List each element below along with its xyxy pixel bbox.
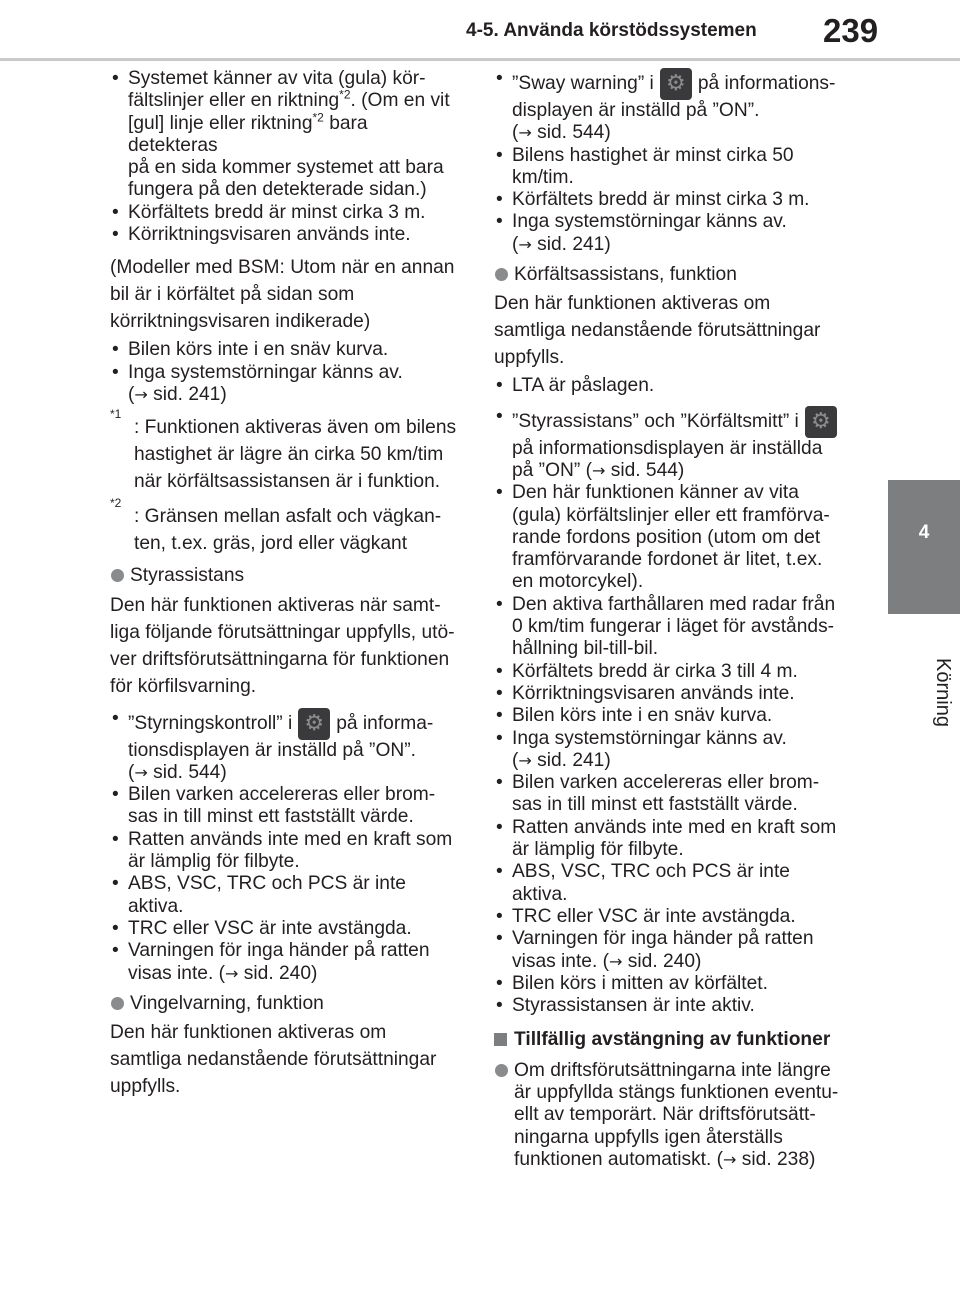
subheading: Vingelvarning, funktion xyxy=(110,993,462,1015)
arrow-icon: → xyxy=(134,384,148,404)
section-title: 4-5. Använda körstödssystemen xyxy=(466,20,757,41)
arrow-icon: → xyxy=(518,234,532,254)
list-item: • Den aktiva farthållaren med radar från 0 km/tim fungerar i läget för avstånds-hållning bil-till-bil. xyxy=(494,594,844,661)
arrow-icon: → xyxy=(518,123,532,143)
subheading: Körfältsassistans, funktion xyxy=(494,264,844,286)
list-item: • Styrassistansen är inte aktiv. xyxy=(494,995,844,1017)
left-column xyxy=(110,68,462,1100)
list-item: • ”Sway warning” i⚙ på informations- displayen är inställd på ”ON”. (→ sid. 544) xyxy=(494,68,844,145)
subheading: Styrassistans xyxy=(110,565,462,587)
settings-icon xyxy=(805,406,837,438)
list-item: • Ratten används inte med en kraft som är lämplig för filbyte. xyxy=(494,817,844,862)
footnote: *1 : Funktionen aktiveras även om bilens hastighet är lägre än cirka 50 km/tim när körfältsassistansen är i funktion. xyxy=(110,407,457,493)
arrow-icon: → xyxy=(134,762,148,782)
list-item: • Den här funktionen känner av vita (gula) körfältslinjer eller ett framförva-rande fordons position (utom om det framförvarande fordonet är litet, t.ex. en motorcykel). xyxy=(494,482,844,593)
right-column xyxy=(494,68,844,1171)
section-heading: Tillfällig avstängning av funktioner xyxy=(494,1029,844,1051)
list-item: • Bilen varken accelereras eller brom-sas in till minst ett fastställt värde. xyxy=(494,772,844,817)
settings-icon xyxy=(660,68,692,100)
list-item: • Bilen körs inte i en snäv kurva. xyxy=(494,705,844,727)
list-item: • Systemet känner av vita (gula) kör- fältslinjer eller en riktning$^{*2}$. (Om en vit [gul] linje eller riktning$^{*2}$ bara detekteras på en sida kommer systemet att bara fungera på den detekterade sidan.) xyxy=(110,68,462,202)
arrow-icon: → xyxy=(723,1149,737,1169)
list-item: • Inga systemstörningar känns av. (→ sid. 241) xyxy=(494,728,844,773)
list-item: • Bilen körs i mitten av körfältet. xyxy=(494,973,844,995)
page-header xyxy=(0,0,960,62)
list-item: • Bilen körs inte i en snäv kurva. xyxy=(110,339,462,361)
list-item: • Inga systemstörningar känns av. (→ sid. 241) xyxy=(494,211,844,256)
arrow-icon: → xyxy=(518,750,532,770)
footnote: *2 : Gränsen mellan asfalt och vägkan-ten, t.ex. gräs, jord eller vägkant xyxy=(110,496,442,555)
settings-icon xyxy=(298,708,330,740)
header-divider xyxy=(0,58,960,61)
arrow-icon: → xyxy=(225,963,239,983)
paragraph: Den här funktionen aktiveras om samtliga nedanstående förutsättningar uppfylls. xyxy=(110,1022,437,1098)
list-item: • Varningen för inga händer på ratten visas inte. (→ sid. 240) xyxy=(494,928,844,973)
list-item: • TRC eller VSC är inte avstängda. xyxy=(110,918,462,940)
list-item: • Körriktningsvisaren används inte. xyxy=(494,683,844,705)
list-item: • Körfältets bredd är minst cirka 3 m. xyxy=(494,189,844,211)
list-item: • Körriktningsvisaren används inte. xyxy=(110,224,462,246)
paragraph: Den här funktionen aktiveras när samt-liga följande förutsättningar uppfylls, utö-ver driftsförutsättningarna för funktionen för körfilsvarning. xyxy=(110,594,455,697)
list-item: • Bilen varken accelereras eller brom-sas in till minst ett fastställt värde. xyxy=(110,784,462,829)
list-item: • ”Styrassistans” och ”Körfältsmitt” i⚙ på informationsdisplayen är inställda på ”ON” (→ sid. 544) xyxy=(494,406,844,483)
paragraph: (Modeller med BSM: Utom när en annan bil är i körfältet på sidan som körriktningsvisaren indikerade) xyxy=(110,257,455,333)
list-item: • Bilens hastighet är minst cirka 50 km/tim. xyxy=(494,145,844,190)
list-item: • LTA är påslagen. xyxy=(494,375,844,397)
subheading: Om driftsförutsättningarna inte längre är uppfyllda stängs funktionen eventu-ellt av temporärt. När driftsförutsätt-ningarna uppfylls igen återställs funktionen automatiskt. (→ sid. 238) xyxy=(494,1060,844,1171)
list-item: • Inga systemstörningar känns av. (→ sid. 241) xyxy=(110,362,462,407)
page-number: 239 xyxy=(823,12,879,49)
chapter-label: Körning xyxy=(932,658,954,727)
chapter-number: 4 xyxy=(918,522,930,543)
list-item: • Ratten används inte med en kraft som är lämplig för filbyte. xyxy=(110,829,462,874)
list-item: • ”Styrningskontroll” i⚙ på informa- tionsdisplayen är inställd på ”ON”. (→ sid. 544) xyxy=(110,708,462,785)
arrow-icon: → xyxy=(591,460,606,480)
paragraph: Den här funktionen aktiveras om samtliga nedanstående förutsättningar uppfylls. xyxy=(494,293,821,369)
list-item: • Körfältets bredd är cirka 3 till 4 m. xyxy=(494,661,844,683)
list-item: • ABS, VSC, TRC och PCS är inte aktiva. xyxy=(494,861,844,906)
list-item: • Körfältets bredd är minst cirka 3 m. xyxy=(110,202,462,224)
list-item: • TRC eller VSC är inte avstängda. xyxy=(494,906,844,928)
list-item: • ABS, VSC, TRC och PCS är inte aktiva. xyxy=(110,873,462,918)
list-item: • Varningen för inga händer på ratten visas inte. (→ sid. 240) xyxy=(110,940,462,985)
chapter-tab[interactable] xyxy=(888,480,960,614)
arrow-icon: → xyxy=(609,951,623,971)
